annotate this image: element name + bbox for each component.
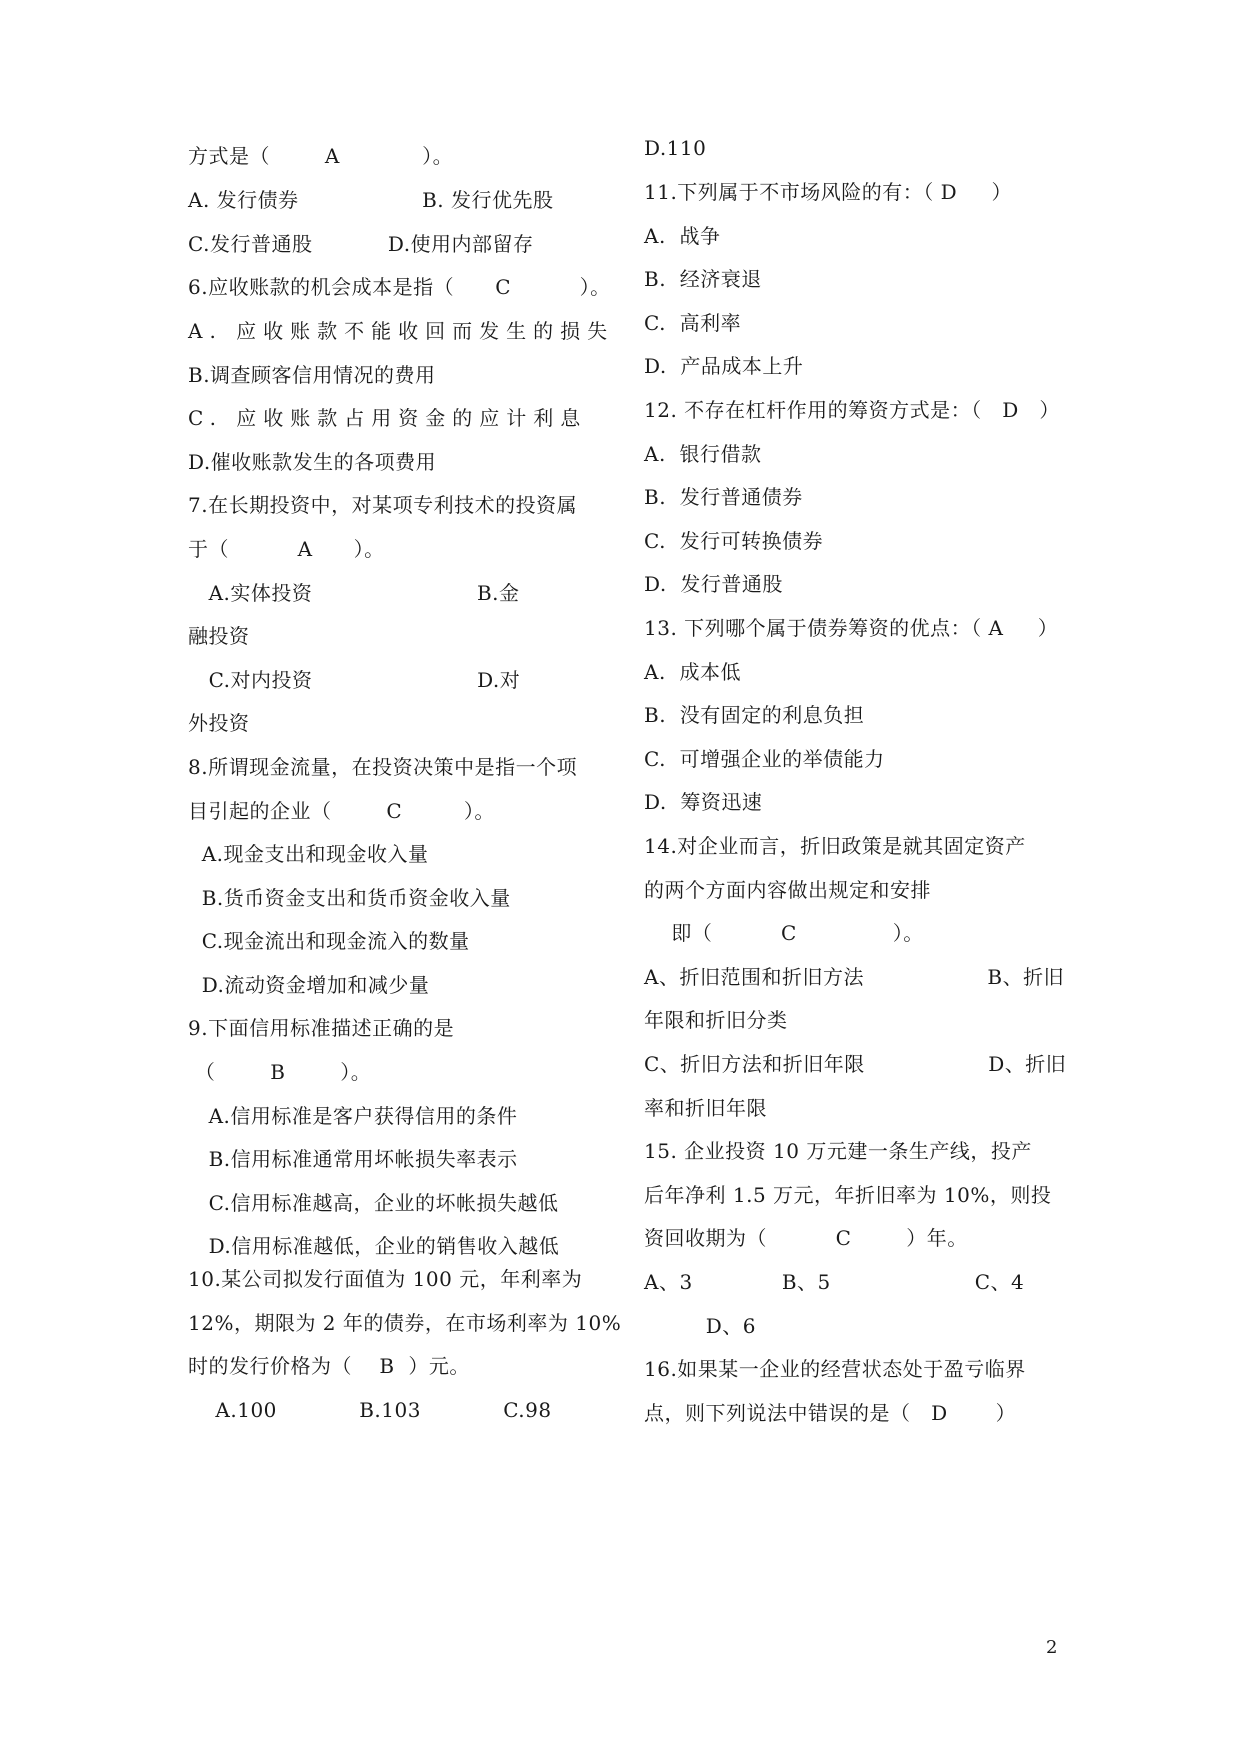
text-line: B. 没有固定的利息负担 [644, 703, 865, 727]
question-8: 8.所谓现金流量，在投资决策中是指一个项 [188, 755, 578, 779]
text-line: D、6 [644, 1314, 756, 1338]
text-line: A. 成本低 [644, 660, 742, 684]
text-line: 率和折旧年限 [644, 1096, 767, 1120]
text-line: A.现金支出和现金收入量 [188, 842, 429, 866]
question-13: 13. 下列哪个属于债券筹资的优点：（ A ） [644, 616, 1059, 640]
text-line: A、折旧范围和折旧方法 B、折旧 [644, 965, 1065, 989]
text-line: 12%，期限为 2 年的债券，在市场利率为 10% [188, 1311, 622, 1335]
text-line: C. 应收账款占用资金的应计利息 [188, 406, 588, 430]
text-line: C.对内投资 D.对 [188, 668, 521, 692]
text-line: 目引起的企业（ C ）。 [188, 799, 495, 823]
text-line: 年限和折旧分类 [644, 1008, 788, 1032]
text-line: C. 高利率 [644, 311, 742, 335]
page-number: 2 [1046, 1637, 1058, 1658]
question-11: 11.下列属于不市场风险的有：（ D ） [644, 180, 1012, 204]
text-line: 于（ A ）。 [188, 537, 385, 561]
question-12: 12. 不存在杠杆作用的筹资方式是：（ D ） [644, 398, 1060, 422]
text-line: 融投资 [188, 624, 250, 648]
question-16: 16.如果某一企业的经营状态处于盈亏临界 [644, 1357, 1026, 1381]
text-line: D.流动资金增加和减少量 [188, 973, 430, 997]
text-line: 即（ C ）。 [644, 921, 924, 945]
question-7: 7.在长期投资中，对某项专利技术的投资属 [188, 493, 578, 517]
text-line: A.实体投资 B.金 [188, 581, 520, 605]
text-line: B. 发行普通债券 [644, 485, 803, 509]
text-line: C. 发行可转换债券 [644, 529, 824, 553]
text-line: C.信用标准越高，企业的坏帐损失越低 [188, 1191, 559, 1215]
text-line: A.100 B.103 C.98 [188, 1398, 552, 1422]
question-10: 10.某公司拟发行面值为 100 元，年利率为 [188, 1267, 583, 1291]
text-line: C. 可增强企业的举债能力 [644, 747, 885, 771]
text-line: A. 战争 [644, 224, 721, 248]
question-14: 14.对企业而言，折旧政策是就其固定资产 [644, 834, 1026, 858]
question-15: 15. 企业投资 10 万元建一条生产线，投产 [644, 1139, 1032, 1163]
text-line: （ B ）。 [188, 1060, 372, 1084]
text-line: B.调查顾客信用情况的费用 [188, 363, 436, 387]
text-line: D. 发行普通股 [644, 572, 783, 596]
text-line: 后年净利 1.5 万元，年折旧率为 10%，则投 [644, 1183, 1052, 1207]
text-line: D. 筹资迅速 [644, 790, 763, 814]
text-line: A. 应收账款不能收回而发生的损失 [188, 319, 615, 343]
text-line: C.现金流出和现金流入的数量 [188, 929, 470, 953]
text-line: 时的发行价格为（ B ）元。 [188, 1354, 470, 1378]
text-line: A. 银行借款 [644, 442, 762, 466]
question-9: 9.下面信用标准描述正确的是 [188, 1016, 455, 1040]
text-line: 的两个方面内容做出规定和安排 [644, 878, 931, 902]
text-line: D.信用标准越低，企业的销售收入越低 [188, 1234, 560, 1258]
text-line: 方式是（ A ）。 [188, 144, 454, 168]
text-line: B. 经济衰退 [644, 267, 762, 291]
text-line: 外投资 [188, 711, 250, 735]
text-line: D.催收账款发生的各项费用 [188, 450, 437, 474]
text-line: 点，则下列说法中错误的是（ D ） [644, 1401, 1017, 1425]
question-6: 6.应收账款的机会成本是指（ C ）。 [188, 275, 611, 299]
text-line: D.110 [644, 136, 707, 160]
text-line: 资回收期为（ C ）年。 [644, 1226, 968, 1250]
text-line: A.信用标准是客户获得信用的条件 [188, 1104, 518, 1128]
text-line: B.货币资金支出和货币资金收入量 [188, 886, 511, 910]
text-line: B.信用标准通常用坏帐损失率表示 [188, 1147, 518, 1171]
text-line: C、折旧方法和折旧年限 D、折旧 [644, 1052, 1067, 1076]
text-line: A. 发行债券 B. 发行优先股 [188, 188, 554, 212]
text-line: A、3 B、5 C、4 [644, 1270, 1025, 1294]
text-line: D. 产品成本上升 [644, 354, 804, 378]
text-line: C.发行普通股 D.使用内部留存 [188, 232, 534, 256]
